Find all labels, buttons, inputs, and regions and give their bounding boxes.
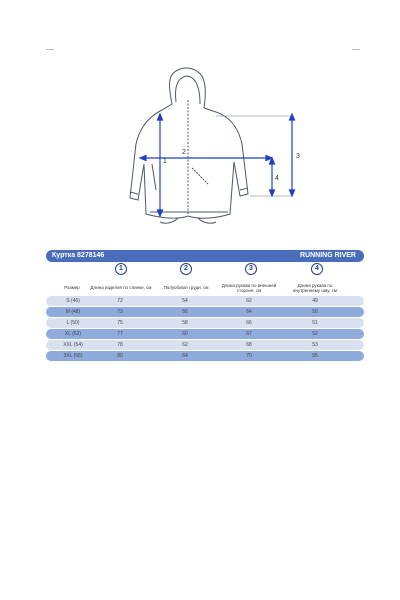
cell-size: M (48) bbox=[65, 309, 81, 315]
cell-sleeve-inner: 52 bbox=[312, 331, 318, 337]
table-row bbox=[46, 318, 364, 328]
cell-back-length: 80 bbox=[117, 353, 123, 359]
cell-half-chest: 58 bbox=[182, 320, 188, 326]
column-number-1: 1 bbox=[115, 263, 127, 275]
header-back-length: Длина изделия по спинке, см bbox=[90, 285, 152, 291]
table-row bbox=[46, 296, 364, 306]
column-number-2: 2 bbox=[180, 263, 192, 275]
cell-sleeve-inner: 50 bbox=[312, 309, 318, 315]
cell-half-chest: 60 bbox=[182, 331, 188, 337]
marker-1: 1 bbox=[163, 158, 167, 165]
cell-size: 3XL (56) bbox=[63, 353, 83, 359]
cell-size: L (50) bbox=[66, 320, 80, 326]
cell-sleeve-outer: 68 bbox=[246, 342, 252, 348]
jacket-outline bbox=[130, 68, 248, 223]
cell-size: S (46) bbox=[66, 298, 80, 304]
crop-mark-left bbox=[46, 49, 54, 50]
table-row bbox=[46, 329, 364, 339]
cell-half-chest: 64 bbox=[182, 353, 188, 359]
product-title: Куртка 8278146 bbox=[52, 252, 105, 259]
header-sleeve-outer: Длина рукава по внешней стороне, см bbox=[221, 282, 277, 293]
cell-back-length: 78 bbox=[117, 342, 123, 348]
header-sleeve-inner: Длина рукава по внутреннему шву, см bbox=[293, 282, 337, 293]
header-size: Размер bbox=[64, 285, 80, 291]
column-number-row bbox=[0, 263, 400, 277]
brand-name: RUNNING RIVER bbox=[299, 252, 356, 259]
table-row bbox=[46, 307, 364, 317]
cell-back-length: 72 bbox=[117, 298, 123, 304]
cell-sleeve-outer: 66 bbox=[246, 320, 252, 326]
cell-sleeve-outer: 62 bbox=[246, 298, 252, 304]
column-number-3: 3 bbox=[245, 263, 257, 275]
measurement-lines bbox=[140, 114, 295, 216]
cell-back-length: 77 bbox=[117, 331, 123, 337]
size-table-body bbox=[46, 296, 364, 362]
cell-size: XL (52) bbox=[64, 331, 82, 337]
table-row bbox=[46, 340, 364, 350]
cell-sleeve-inner: 53 bbox=[312, 342, 318, 348]
cell-half-chest: 56 bbox=[182, 309, 188, 315]
cell-half-chest: 54 bbox=[182, 298, 188, 304]
marker-3: 3 bbox=[296, 153, 300, 160]
size-chart-header bbox=[46, 250, 364, 262]
cell-sleeve-outer: 70 bbox=[246, 353, 252, 359]
jacket-measurement-diagram bbox=[60, 64, 360, 226]
table-row bbox=[46, 351, 364, 361]
cell-back-length: 73 bbox=[117, 309, 123, 315]
cell-sleeve-inner: 49 bbox=[312, 298, 318, 304]
cell-half-chest: 62 bbox=[182, 342, 188, 348]
crop-mark-right bbox=[352, 49, 360, 50]
marker-2: 2 bbox=[182, 149, 186, 156]
header-half-chest: Полуобхват груди, см bbox=[163, 285, 209, 291]
marker-4: 4 bbox=[275, 175, 279, 182]
cell-sleeve-outer: 67 bbox=[246, 331, 252, 337]
cell-back-length: 75 bbox=[117, 320, 123, 326]
cell-size: XXL (54) bbox=[63, 342, 83, 348]
cell-sleeve-inner: 55 bbox=[312, 353, 318, 359]
cell-sleeve-inner: 51 bbox=[312, 320, 318, 326]
column-number-4: 4 bbox=[311, 263, 323, 275]
cell-sleeve-outer: 64 bbox=[246, 309, 252, 315]
